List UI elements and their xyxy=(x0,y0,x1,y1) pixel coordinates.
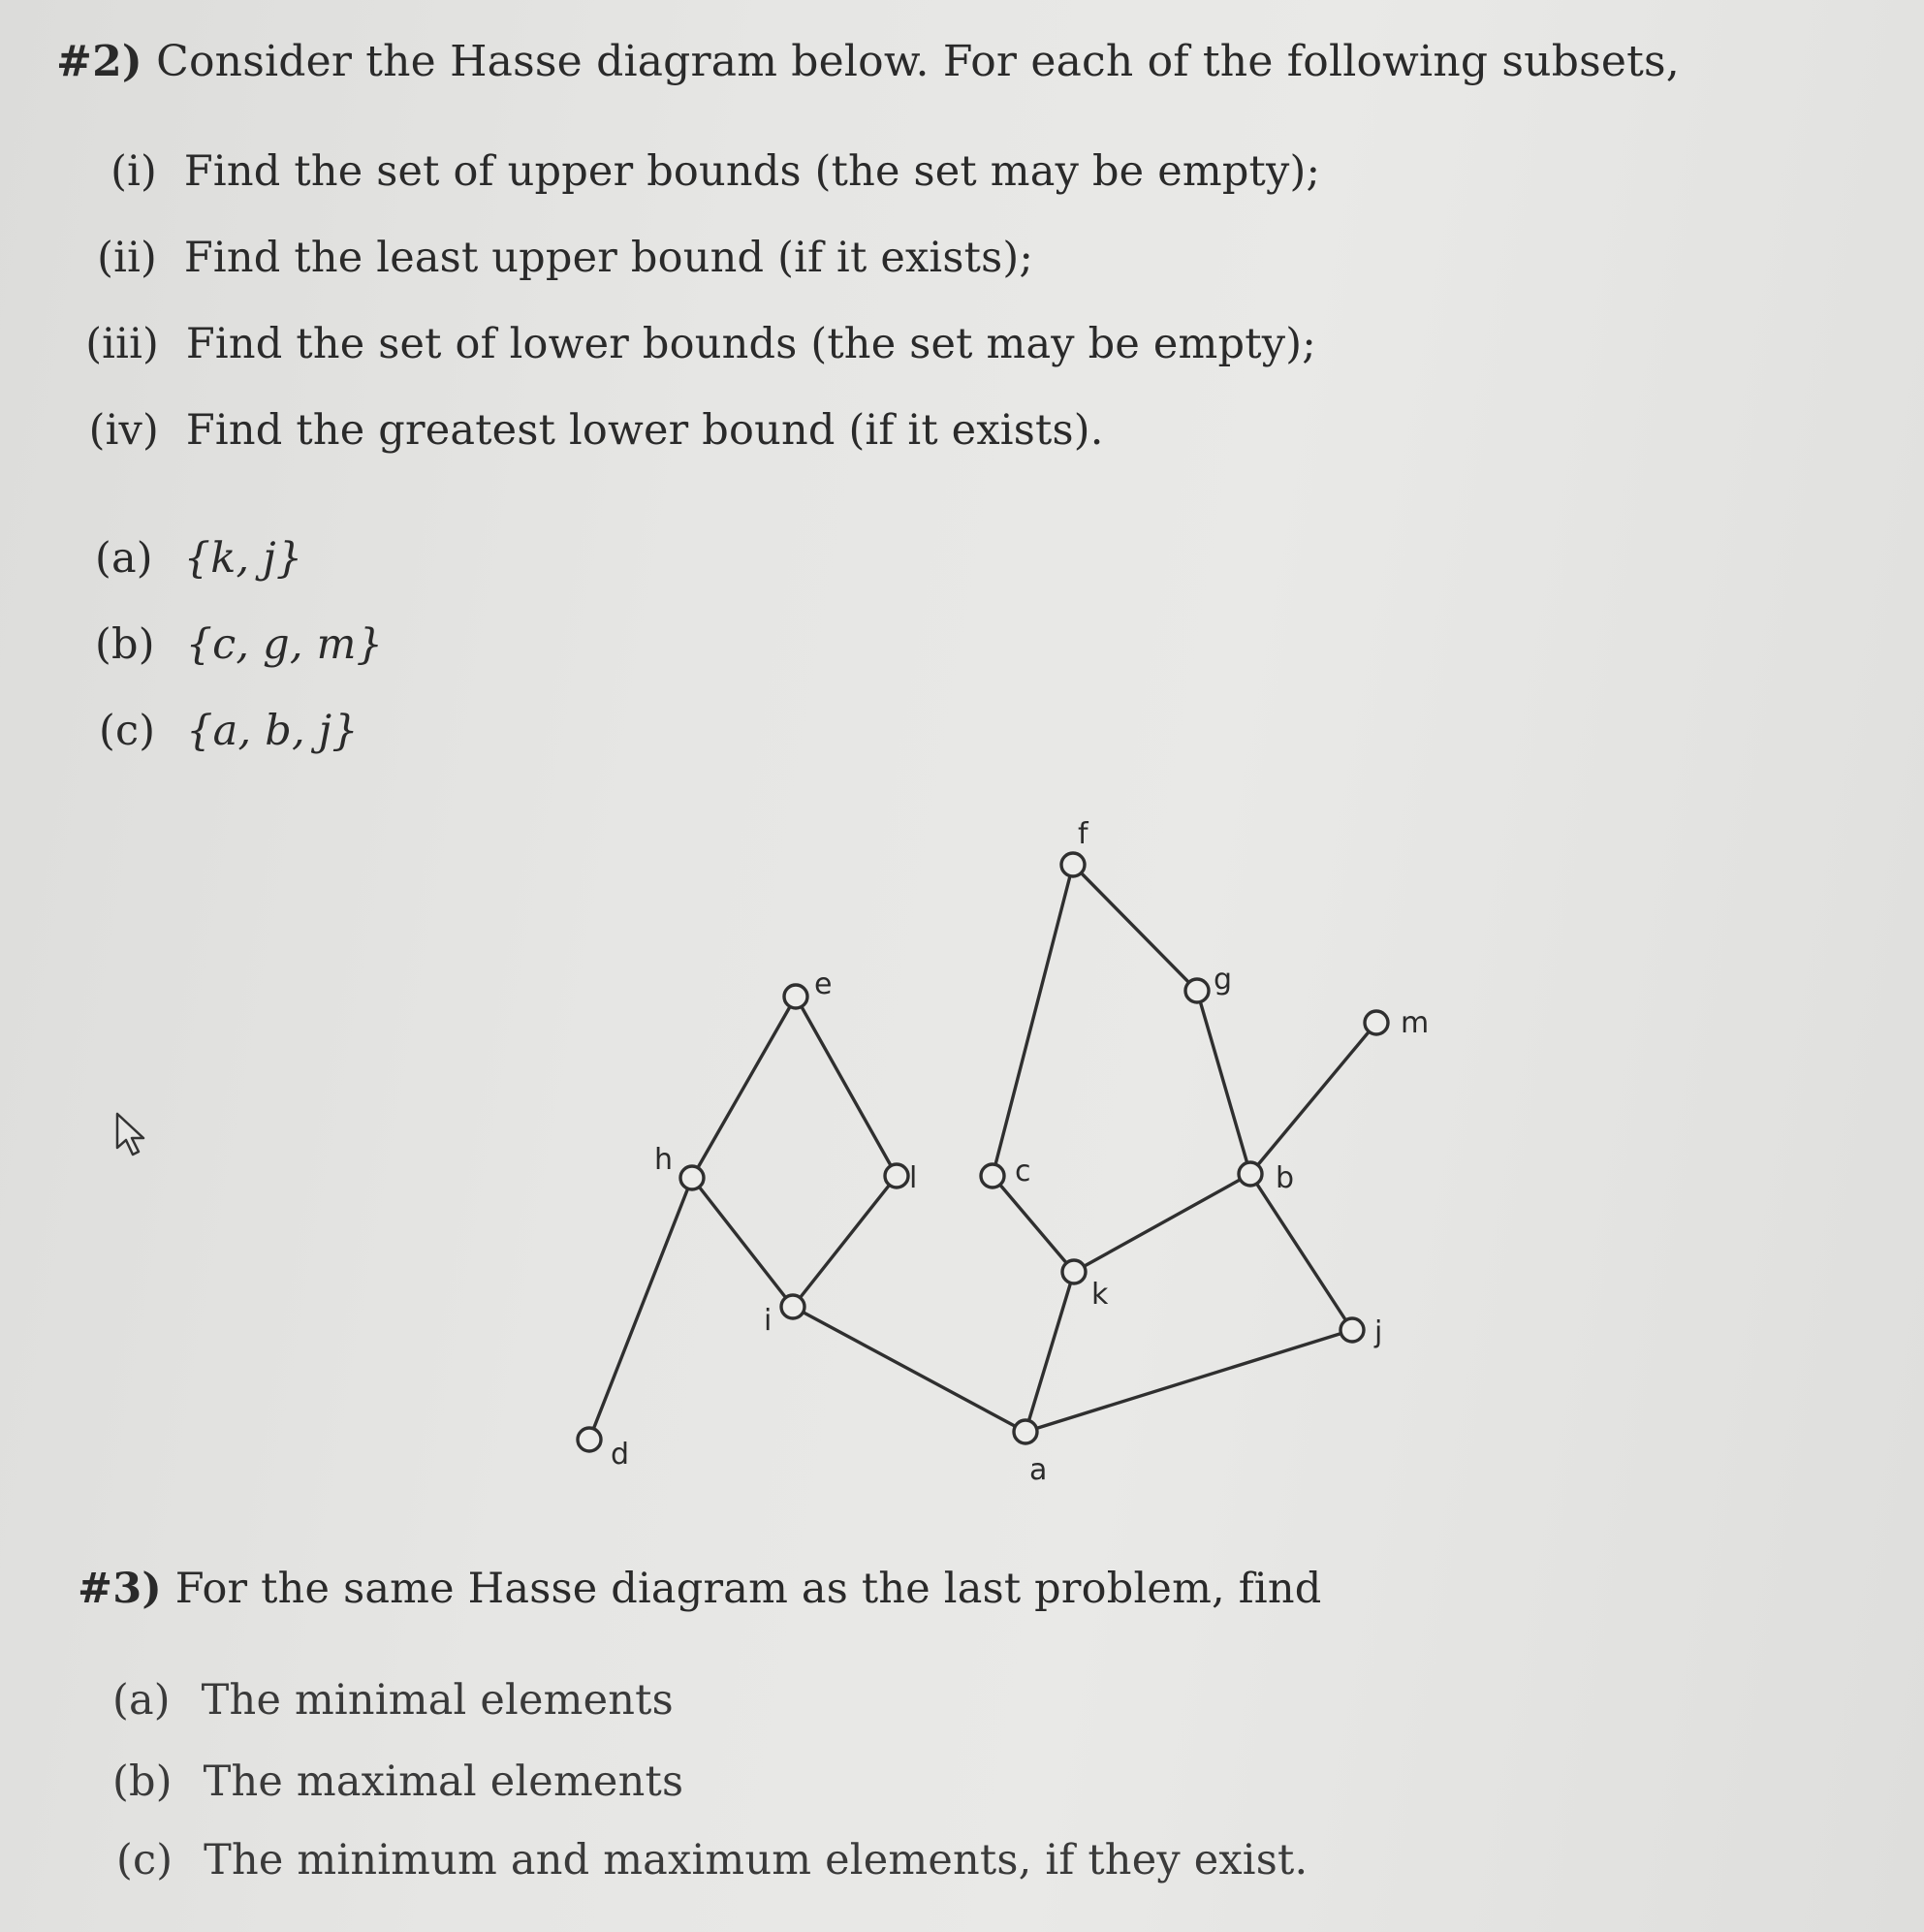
question-item xyxy=(112,1758,683,1806)
edge-h-e xyxy=(692,997,796,1178)
node-label-m: m xyxy=(1401,1006,1430,1040)
question-text: The maximal elements xyxy=(203,1758,684,1806)
hasse-edges xyxy=(589,865,1376,1440)
node-label-j: j xyxy=(1374,1315,1383,1349)
task-label: (iii) xyxy=(85,320,159,368)
subset-label: (c) xyxy=(99,707,156,755)
node-label-b: b xyxy=(1276,1161,1295,1195)
node-f xyxy=(1061,853,1085,876)
subset-label: (a) xyxy=(95,534,153,583)
question-text: The minimum and maximum elements, if they exist. xyxy=(204,1836,1309,1884)
node-label-f: f xyxy=(1078,817,1088,851)
subset-label: (b) xyxy=(95,620,155,669)
edge-g-f xyxy=(1073,865,1197,991)
edge-i-l xyxy=(793,1176,897,1307)
edge-b-m xyxy=(1250,1023,1376,1174)
edge-a-k xyxy=(1025,1272,1074,1432)
task-label: (ii) xyxy=(97,234,157,282)
task-text: Find the least upper bound (if it exists); xyxy=(183,234,1034,282)
node-l xyxy=(885,1164,908,1188)
question-text: The minimal elements xyxy=(201,1676,674,1725)
edge-k-c xyxy=(993,1176,1074,1272)
task-text: Find the set of lower bounds (the set may be empty); xyxy=(185,320,1316,368)
subset-math: {a, b, j} xyxy=(186,707,359,755)
question-item xyxy=(112,1676,674,1725)
task-label: (iv) xyxy=(88,406,159,455)
problem-3-intro: For the same Hasse diagram as the last problem, find xyxy=(174,1565,1322,1613)
edge-b-j xyxy=(1250,1174,1352,1330)
question-item xyxy=(116,1836,1308,1884)
problem-3-number: #3) xyxy=(78,1565,162,1613)
task-text: Find the set of upper bounds (the set may be empty); xyxy=(183,147,1321,196)
task-label: (i) xyxy=(110,147,157,196)
problem-2-intro: Consider the Hasse diagram below. For each of the following subsets, xyxy=(156,37,1680,86)
node-label-a: a xyxy=(1029,1453,1048,1487)
edge-j-a xyxy=(1025,1330,1352,1432)
node-label-g: g xyxy=(1214,963,1233,997)
edge-d-h xyxy=(589,1178,692,1440)
node-h xyxy=(680,1166,704,1189)
edge-h-i xyxy=(692,1178,793,1307)
hasse-labels xyxy=(611,817,1429,1487)
node-label-i: i xyxy=(764,1304,773,1338)
task-text: Find the greatest lower bound (if it exists). xyxy=(185,406,1104,455)
node-k xyxy=(1062,1260,1086,1283)
node-label-k: k xyxy=(1091,1278,1109,1312)
node-label-e: e xyxy=(814,967,833,1001)
edge-c-f xyxy=(993,865,1073,1176)
edge-k-b xyxy=(1074,1174,1250,1272)
node-label-d: d xyxy=(611,1438,630,1472)
question-label: (b) xyxy=(112,1758,173,1806)
node-d xyxy=(578,1428,601,1451)
mouse-pointer-icon xyxy=(114,1111,153,1161)
node-g xyxy=(1185,979,1209,1002)
edge-i-a xyxy=(793,1307,1025,1432)
question-label: (a) xyxy=(112,1676,171,1725)
node-c xyxy=(981,1164,1004,1188)
subset-math: {c, g, m} xyxy=(185,620,384,669)
problem-3-header xyxy=(78,1565,1321,1613)
node-b xyxy=(1239,1162,1262,1186)
question-label: (c) xyxy=(116,1836,173,1884)
node-j xyxy=(1340,1318,1364,1342)
node-label-l: l xyxy=(909,1161,918,1195)
node-i xyxy=(781,1295,804,1318)
edge-l-e xyxy=(796,997,897,1176)
edge-b-g xyxy=(1197,991,1250,1174)
node-m xyxy=(1365,1011,1388,1034)
node-label-c: c xyxy=(1015,1155,1031,1188)
subset-math: {k, j} xyxy=(183,534,303,583)
problem-2-number: #2) xyxy=(56,37,142,86)
node-e xyxy=(784,985,807,1008)
node-label-h: h xyxy=(654,1143,674,1177)
node-a xyxy=(1014,1420,1037,1443)
